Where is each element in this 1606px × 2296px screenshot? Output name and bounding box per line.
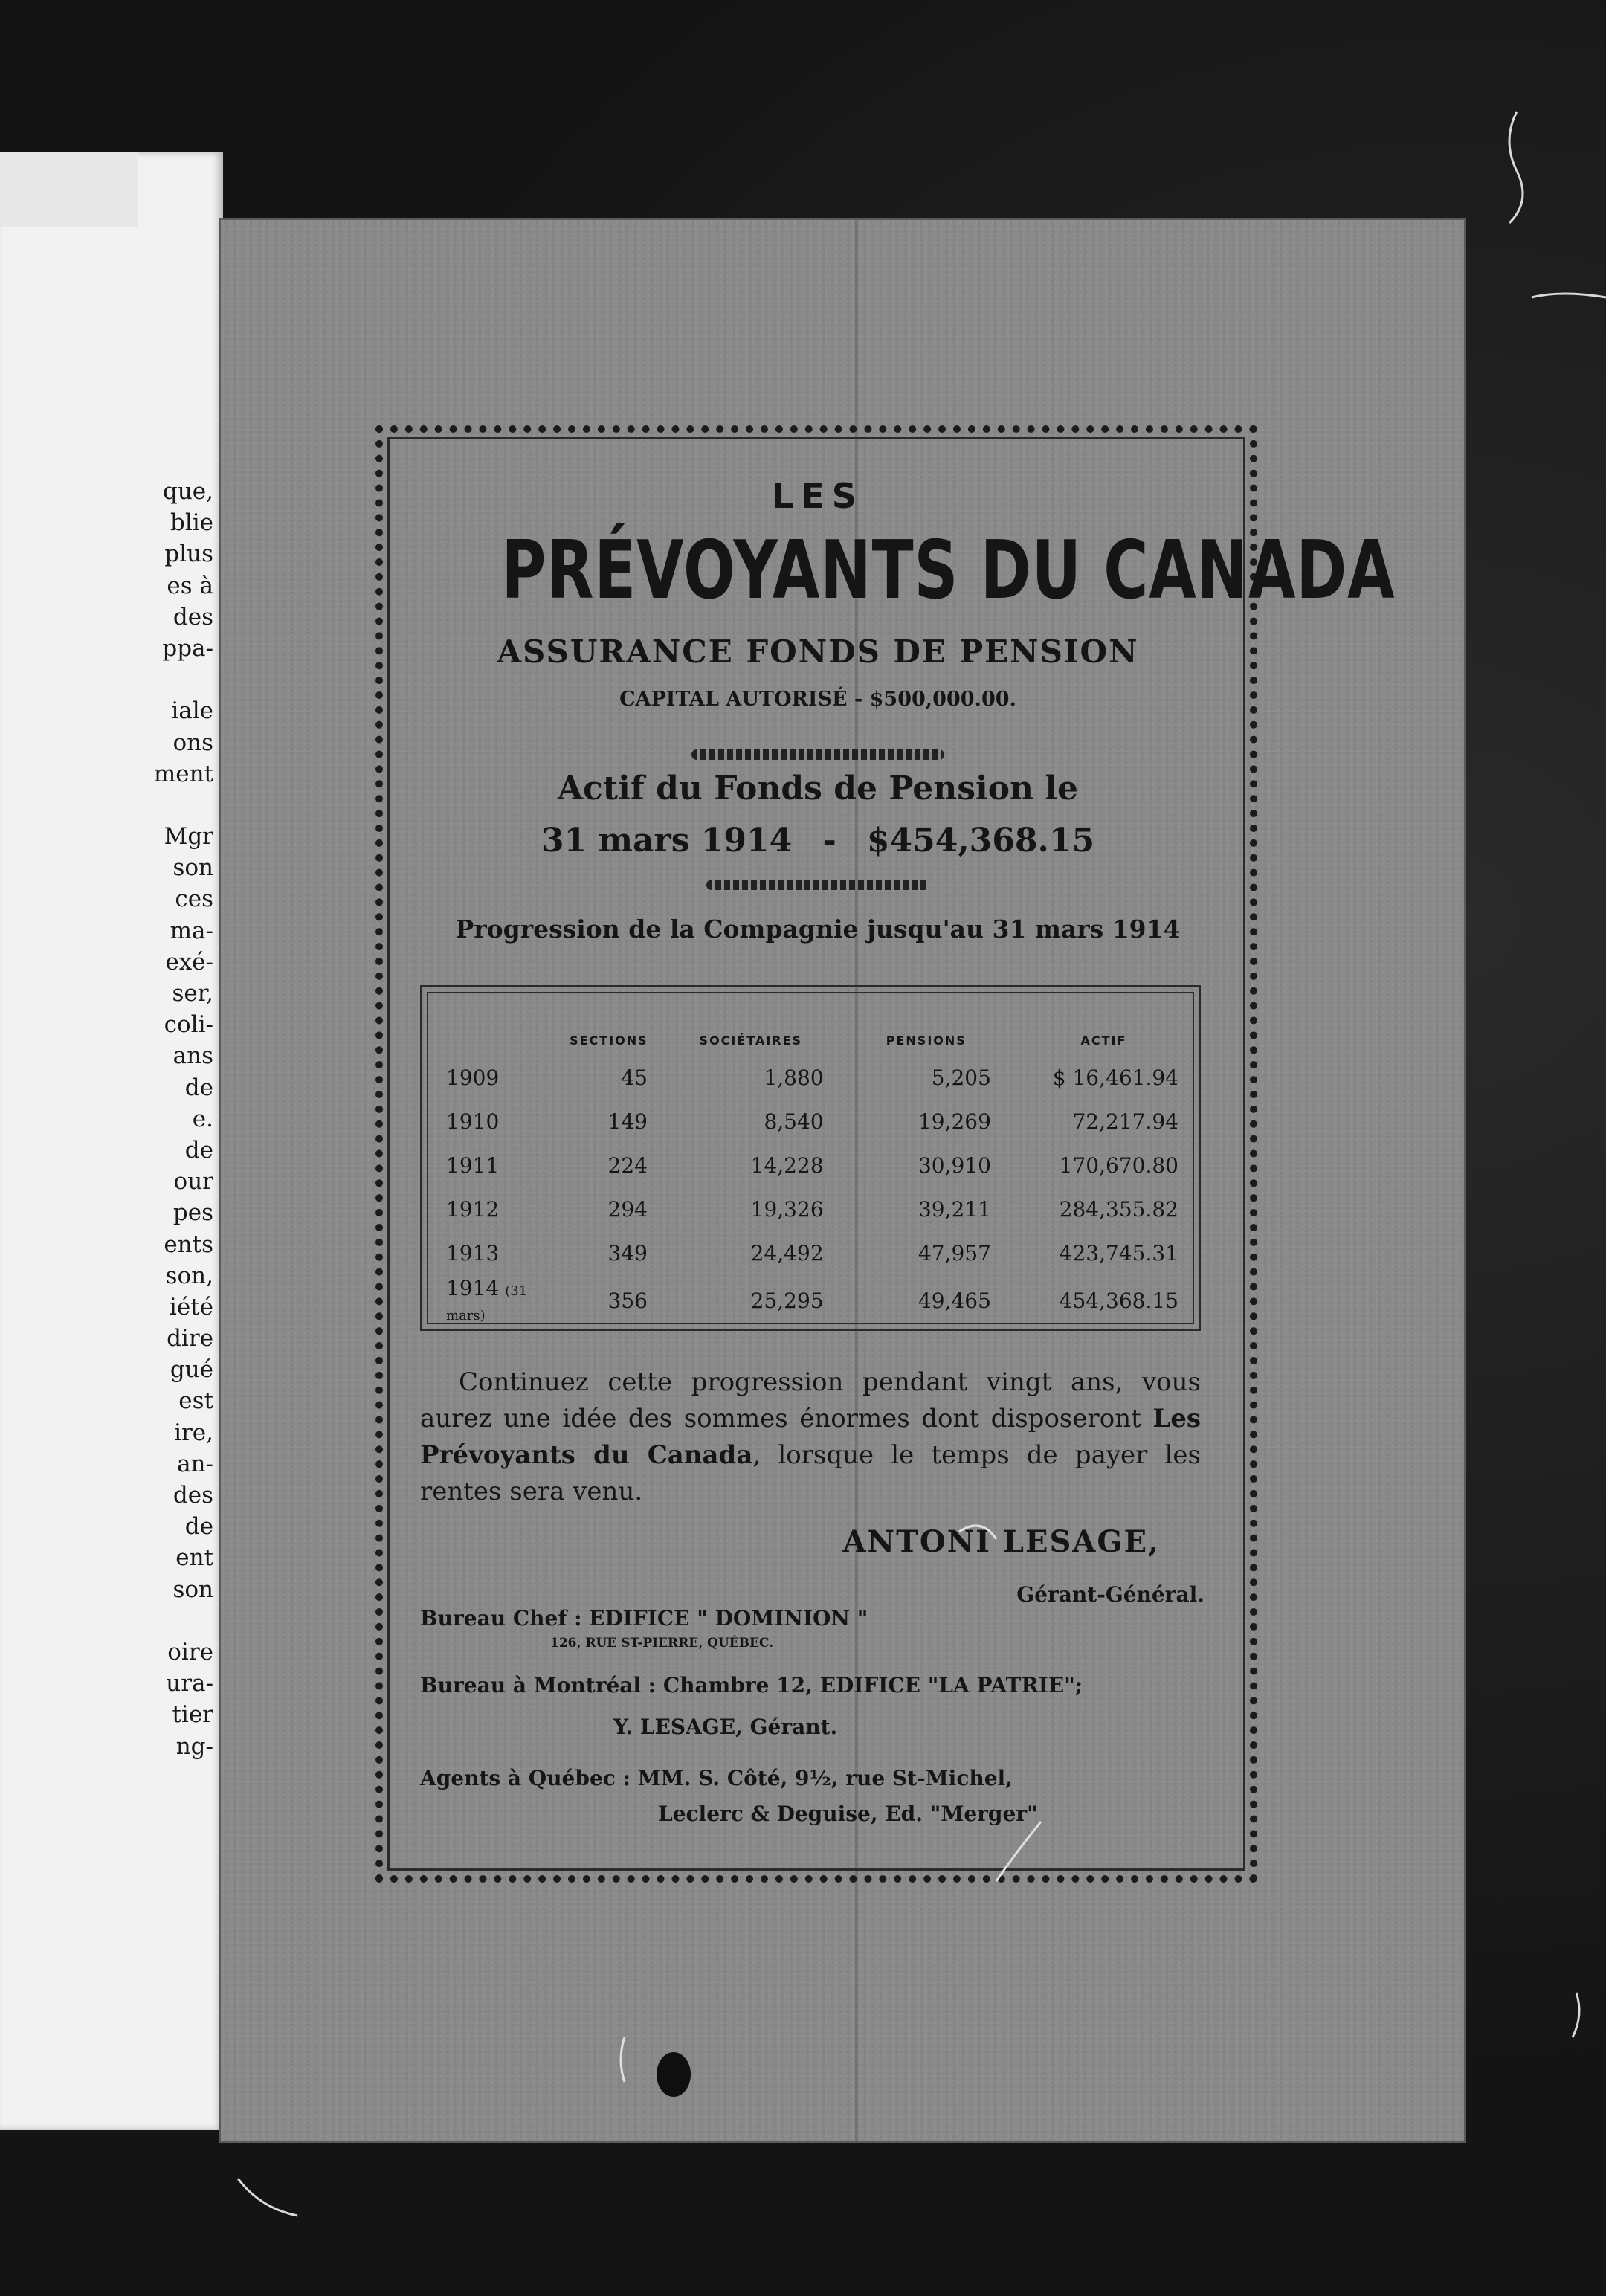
col-header-actif: ACTIF xyxy=(1080,1033,1127,1048)
col-header-societaires: SOCIÉTAIRES xyxy=(699,1033,803,1048)
paragraph-text: Continuez cette progression pendant vingt ans, vous aurez une idée des sommes énormes dont disposeront xyxy=(420,1367,1201,1434)
adjacent-line: ent xyxy=(175,1544,213,1572)
cell-sections: 224 xyxy=(607,1153,648,1178)
adjacent-line: our xyxy=(173,1168,213,1196)
adjacent-line: de xyxy=(184,1513,213,1541)
adjacent-line: est xyxy=(178,1387,213,1415)
cell-actif: 423,745.31 xyxy=(1059,1241,1178,1265)
col-header-sections: SECTIONS xyxy=(570,1033,648,1048)
signatory-role: Gérant-Général. xyxy=(1016,1582,1204,1607)
col-header-pensions: PENSIONS xyxy=(886,1033,967,1048)
adjacent-line: oire xyxy=(167,1638,213,1665)
cell-societaires: 25,295 xyxy=(750,1288,824,1313)
head-office-address: 126, RUE ST-PIERRE, QUÉBEC. xyxy=(550,1636,774,1651)
adjacent-line: ura- xyxy=(166,1670,213,1697)
cell-year-value: 1914 xyxy=(446,1276,500,1300)
cell-pensions: 39,211 xyxy=(918,1197,991,1222)
cell-actif: $ 16,461.94 xyxy=(1052,1065,1178,1090)
adjacent-line: e. xyxy=(192,1105,213,1132)
cell-year-value: 1909 xyxy=(446,1065,500,1090)
cell-sections: 349 xyxy=(607,1241,648,1265)
cell-year-value: 1913 xyxy=(446,1241,500,1265)
cell-societaires: 8,540 xyxy=(764,1109,824,1134)
adjacent-line: an- xyxy=(177,1450,213,1477)
cell-year-value: 1910 xyxy=(446,1109,500,1134)
cell-sections: 356 xyxy=(607,1288,648,1313)
adjacent-line: des xyxy=(172,603,213,631)
assets-amount: $454,368.15 xyxy=(866,822,1095,860)
adjacent-line: pes xyxy=(172,1199,213,1227)
cell-sections: 149 xyxy=(607,1109,648,1134)
cell-pensions: 30,910 xyxy=(918,1153,991,1178)
adjacent-line: dire xyxy=(167,1325,213,1352)
cell-pensions: 49,465 xyxy=(918,1288,991,1313)
cell-year-value: 1912 xyxy=(446,1197,500,1222)
adjacent-line: des xyxy=(172,1482,213,1509)
adjacent-line: son xyxy=(172,854,213,882)
cell-sections: 45 xyxy=(621,1065,648,1090)
adjacent-line: coli- xyxy=(164,1011,213,1039)
adjacent-line: ser, xyxy=(172,980,213,1007)
adjacent-line: ppa- xyxy=(162,634,213,662)
cell-pensions: 47,957 xyxy=(918,1241,991,1265)
subtitle: ASSURANCE FONDS DE PENSION xyxy=(497,633,1139,670)
cell-actif: 170,670.80 xyxy=(1059,1153,1178,1178)
cell-societaires: 1,880 xyxy=(764,1065,824,1090)
cell-pensions: 19,269 xyxy=(918,1109,991,1134)
adjacent-line: son, xyxy=(165,1262,213,1289)
cell-year-note: (31 mars) xyxy=(446,1283,528,1323)
adjacent-line: tier xyxy=(172,1701,213,1729)
adjacent-line: de xyxy=(184,1136,213,1164)
adjacent-line: iété xyxy=(169,1293,213,1320)
cell-actif: 454,368.15 xyxy=(1059,1288,1178,1313)
adjacent-line: ents xyxy=(164,1231,213,1258)
company-title: PRÉVOYANTS DU CANADA xyxy=(501,524,1396,617)
cell-pensions: 5,205 xyxy=(931,1065,991,1090)
adjacent-line: iale xyxy=(171,697,213,725)
adjacent-line: ans xyxy=(172,1042,213,1070)
adjacent-line: exé- xyxy=(165,948,213,976)
adjacent-line: ire, xyxy=(174,1419,213,1446)
adjacent-line: plus xyxy=(164,541,213,568)
assets-dash: - xyxy=(822,822,836,860)
cell-societaires: 14,228 xyxy=(750,1153,824,1178)
paragraph-company-name: Les Prévoyants du Canada xyxy=(420,1404,1201,1470)
adjacent-line: blie xyxy=(170,509,213,537)
signatory-name: ANTONI LESAGE, xyxy=(842,1524,1160,1559)
adjacent-line: es à xyxy=(167,572,213,599)
adjacent-line: ma- xyxy=(170,917,213,944)
quebec-agents-2: Leclerc & Deguise, Ed. "Merger" xyxy=(658,1802,1038,1826)
adjacent-line: gué xyxy=(170,1356,213,1384)
adjacent-line: que, xyxy=(162,478,213,505)
montreal-manager: Y. LESAGE, Gérant. xyxy=(613,1715,838,1739)
adjacent-line: ces xyxy=(175,886,213,913)
authorized-capital: CAPITAL AUTORISÉ - $500,000.00. xyxy=(619,688,1016,711)
head-office: Bureau Chef : EDIFICE " DOMINION " xyxy=(420,1606,868,1631)
assets-heading: Actif du Fonds de Pension le xyxy=(557,770,1079,807)
quebec-agents: Agents à Québec : MM. S. Côté, 9½, rue St-Michel, xyxy=(420,1766,1013,1790)
title-les: LES xyxy=(772,476,864,516)
cell-sections: 294 xyxy=(607,1197,648,1222)
assets-date: 31 mars 1914 xyxy=(541,822,793,860)
cell-year-value: 1911 xyxy=(446,1153,500,1178)
cell-societaires: 24,492 xyxy=(750,1241,824,1265)
cell-actif: 284,355.82 xyxy=(1059,1197,1178,1222)
adjacent-line: ons xyxy=(172,729,213,756)
cell-actif: 72,217.94 xyxy=(1072,1109,1178,1134)
adjacent-line: Mgr xyxy=(164,823,213,851)
adjacent-line: ment xyxy=(153,760,213,787)
adjacent-line: ng- xyxy=(175,1732,213,1760)
progression-heading: Progression de la Compagnie jusqu'au 31 mars 1914 xyxy=(455,915,1181,944)
cell-societaires: 19,326 xyxy=(750,1197,824,1222)
adjacent-line: son xyxy=(172,1576,213,1603)
paragraph-text-end: , lorsque le temps de payer les rentes sera venu. xyxy=(420,1440,1201,1506)
adjacent-line: de xyxy=(184,1074,213,1101)
montreal-office: Bureau à Montréal : Chambre 12, EDIFICE "LA PATRIE"; xyxy=(420,1673,1083,1697)
